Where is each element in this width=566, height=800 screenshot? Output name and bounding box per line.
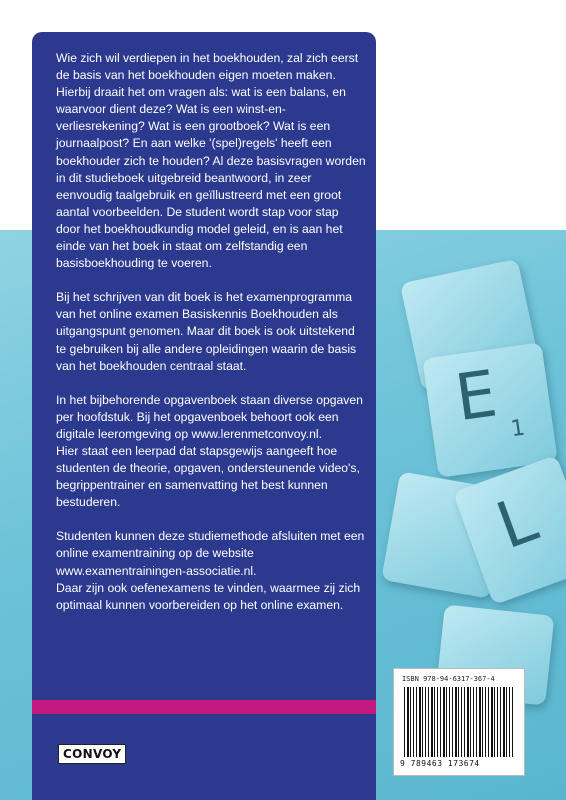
barcode-number: 9 789463 173674: [400, 759, 480, 768]
description-paragraph-2: Bij het schrijven van dit boek is het examenprogramma van het online examen Basiskennis Boekhouden als uitgangspunt genomen. Maar dit boek is ook uitstekend te gebruiken bij alle andere opleidingen waarin de basis van het boekhouden centraal staat.: [56, 290, 357, 373]
magenta-stripe: [32, 700, 376, 714]
description-paragraph-3: In het bijbehorende opgavenboek staan diverse opgaven per hoofdstuk. Bij het opgavenboek behoort ook een digitale leeromgeving op www.lerenmetconvoy.nl. Hier staat een leerpad dat stapsgewijs aangeeft hoe studenten de theorie, opgaven, ondersteunende video's, begrippentrainer en samenvatting het best kunnen bestuderen.: [56, 392, 363, 510]
publisher-logo: CONVOY: [58, 744, 126, 764]
barcode-bars: [404, 687, 514, 757]
tile-value: 1: [509, 415, 527, 443]
back-cover-description: [56, 50, 366, 631]
isbn-label: ISBN 978-94-6317-367-4: [402, 675, 495, 683]
isbn-barcode: [393, 668, 525, 776]
description-paragraph-1: Wie zich wil verdiepen in het boekhouden, zal zich eerst de basis van het boekhouden eigen moeten maken. Hierbij draait het om vragen als: wat is een balans, en waarvoor dient deze? Wat is een winst-en-verliesrekening? Wat is een grootboek? Wat is een journaalpost? En aan welke '(spel)regels' heeft een boekhouder zich te houden? Al deze basisvragen worden in dit studieboek uitgebreid beantwoord, in zeer eenvoudig taalgebruik en geïllustreerd met een groot aantal voorbeelden. De student wordt stap voor stap door het boekhoudkundig model geleid, en is aan het einde van het boek in staat om zelfstandig een basisboekhouding te voeren.: [56, 51, 366, 271]
tile-letter: E: [451, 357, 502, 437]
tile-letter-e: [422, 342, 558, 478]
tile-letter: L: [487, 482, 547, 565]
description-paragraph-4: Studenten kunnen deze studiemethode afsluiten met een online examentraining op de website www.examentrainingen-associatie.nl. Daar zijn ook oefenexamens te vinden, waarmee zij zich optimaal kunnen voorbereiden op het online examen.: [56, 529, 365, 612]
